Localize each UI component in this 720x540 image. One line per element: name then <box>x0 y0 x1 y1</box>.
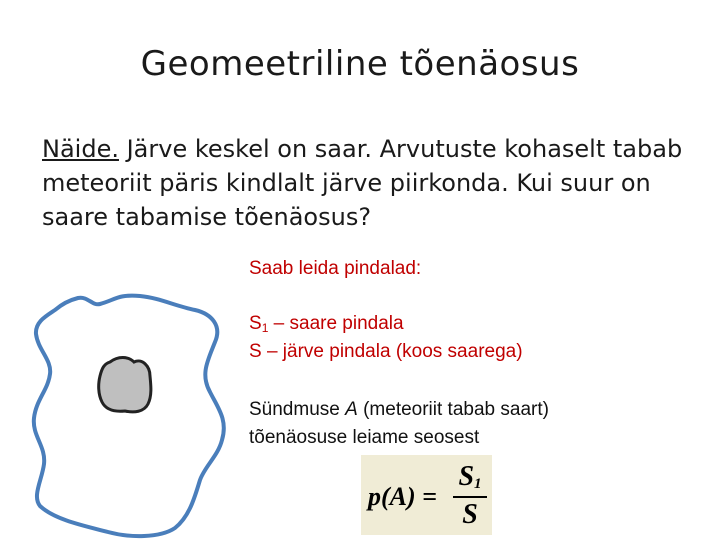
formula-denominator: S <box>462 499 478 530</box>
example-label: Näide. <box>42 135 119 163</box>
areas-heading: Saab leida pindalad: <box>249 258 422 279</box>
event-post: (meteoriit tabab saart) <box>357 399 549 420</box>
event-variable: A <box>345 399 358 420</box>
numerator-symbol: S <box>458 461 475 492</box>
s-line: S – järve pindala (koos saarega) <box>249 341 523 362</box>
probability-formula <box>361 455 492 535</box>
fraction-bar <box>453 496 487 498</box>
slide-title: Geomeetriline tõenäosus <box>140 44 580 84</box>
formula-lhs: p(A) = <box>368 482 437 511</box>
example-text: Järve keskel on saar. Arvutuste kohaselt tabab meteoriit päris kindlalt järve piirkonda. Kui suur on saare tabamise tõenäosus? <box>42 135 683 231</box>
formula-numerator <box>455 461 485 493</box>
example-paragraph <box>42 132 702 234</box>
lake-outline <box>34 296 224 536</box>
lake-island-illustration <box>0 270 250 540</box>
island-shape <box>99 358 151 412</box>
s1-description: – saare pindala <box>268 313 404 334</box>
numerator-subscript: 1 <box>474 476 482 492</box>
event-line <box>249 396 549 424</box>
event-pre: Sündmuse <box>249 399 346 420</box>
event-line-2: tõenäosuse leiame seosest <box>249 427 480 448</box>
s1-subscript: 1 <box>261 321 269 335</box>
s1-line <box>249 313 404 339</box>
s1-symbol: S <box>249 313 262 334</box>
